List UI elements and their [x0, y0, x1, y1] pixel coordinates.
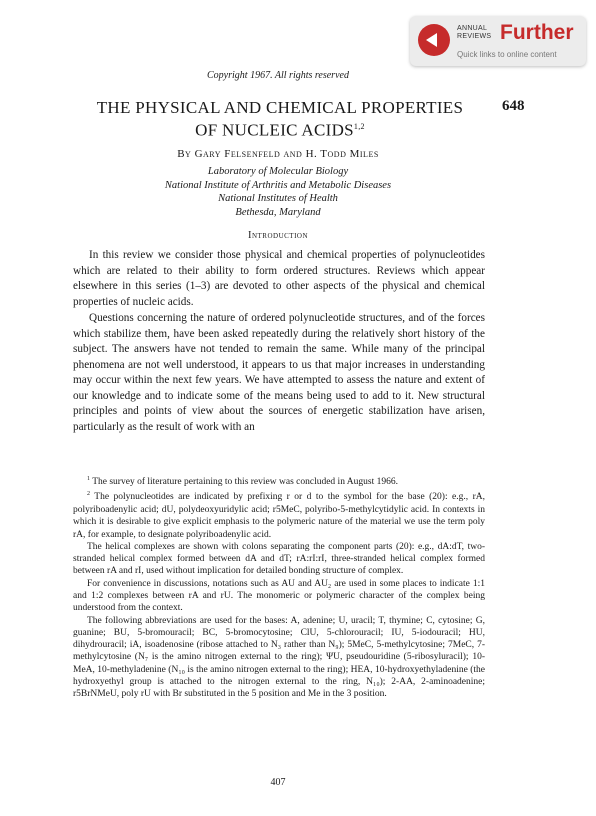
footnote: $^2$ The polynucleotides are indicated by prefixing r or d to the symbol for the base (20): e.g., rA, polyriboadenylic acid; dU, polydeoxyuridylic acid; r5MeC, polyribo-5-methylcytidylic acid. In contexts in which it is desirable to give explicit emphasis to the polymeric nature of the material we use the term poly rA, for example, to designate polyriboadenylic acid. [73, 491, 485, 540]
footnote: The following abbreviations are used for the bases: A, adenine; U, uracil; T, thymine; C, cytosine; G, guanine; BU, 5-bromouracil; BC, 5-bromocytosine; ClU, 5-chlorouracil; IU, 5-iodouracil; HU, dihydrouracil; iA, isoadenosine (ribose attached to N₃ rather than N₉); 5MeC, 5-methylcytosine; 7MeC, 7-methylcytosine (N₇ is the amino nitrogen external to the ring); ΨU, pseudouridine (5-ribosyluracil); 10-MeA, 10-methyladenine (N₁₀ is the amino nitrogen external to the ring); HEA, 10-hydroxyethyladenine (the hydroxyethyl group is attached to the nitrogen external to the ring, N₁₀); 2-AA, 2-aminoadenine; r5BrNMeU, poly rU with Br substituted in the 5 position and Me in the 3 position. [73, 615, 485, 700]
page-marker: 648 [502, 98, 525, 114]
further-reviews-badge[interactable] [410, 16, 586, 66]
quick-links-text: Quick links to online content [457, 50, 557, 59]
further-label: Further [500, 21, 574, 44]
body-text [73, 248, 485, 310]
paragraph: Questions concerning the nature of ordered polynucleotide structures, and of the forces which stabilize them, have been asked repeatedly during the relatively short history of the subject. The answers have not tended to remain the same. While many of the principal phenomena are not well understood, it appears to us that major increases in understanding may occur within the next few years. We have attempted to assess the nature and extent of our knowledge and to indicate some of the means being used to add to it. New structural principles and points of view about the sources of energetic stabilization have arisen, particularly as the result of work with an [73, 312, 485, 433]
affiliation-line: Laboratory of Molecular Biology [207, 166, 349, 177]
annual-reviews-logo-text: ANNUAL REVIEWS [457, 25, 492, 40]
footnote: The helical complexes are shown with colons separating the component parts (20): e.g., dA:dT, two-stranded helical complex formed between dA and dT; rA:rI:rI, three-stranded helical complex formed between rA and rI, used without implication for detailed bonding structure of complex. [73, 541, 485, 577]
title-line-1: THE PHYSICAL AND CHEMICAL PROPERTIES [96, 98, 464, 117]
affiliation-line: Bethesda, Maryland [235, 206, 321, 218]
footnotes [73, 473, 485, 701]
footnote-mark: 1 [87, 476, 90, 482]
affiliation-line: National Institutes of Health [218, 193, 338, 204]
authors-line: By Gary Felsenfeld and H. Todd Miles [177, 148, 379, 160]
page-number: 407 [270, 777, 286, 788]
article-title [60, 98, 500, 140]
title-footnote-marks: 1,2 [353, 122, 365, 131]
affiliation-line: National Institute of Arthritis and Metabolic Diseases [164, 179, 392, 191]
body-text [73, 311, 485, 435]
copyright-notice: Copyright 1967. All rights reserved [207, 70, 349, 81]
footnote-mark: 2 [87, 491, 90, 498]
footnote: $^1$ The survey of literature pertaining to this review was concluded in August 1966. [87, 476, 398, 488]
section-heading: Introduction [247, 230, 309, 241]
back-arrow-icon [418, 24, 450, 56]
footnote: For convenience in discussions, notations such as AU and AU₂ are used in some places to indicate 1:1 and 1:2 complexes between rA and rU. The monomeric or polymeric character of the complex being understood from the context. [73, 578, 485, 614]
title-line-2: OF NUCLEIC ACIDS$^{1,2}$ [195, 120, 365, 140]
affiliation-block [0, 165, 556, 219]
paragraph: In this review we consider those physical and chemical properties of polynucleotides which are related to their ability to form ordered structures. Reviews which appear elsewhere in this series (1–3) are devoted to other aspects of the physical and chemical properties of nucleic acids. [73, 249, 485, 308]
